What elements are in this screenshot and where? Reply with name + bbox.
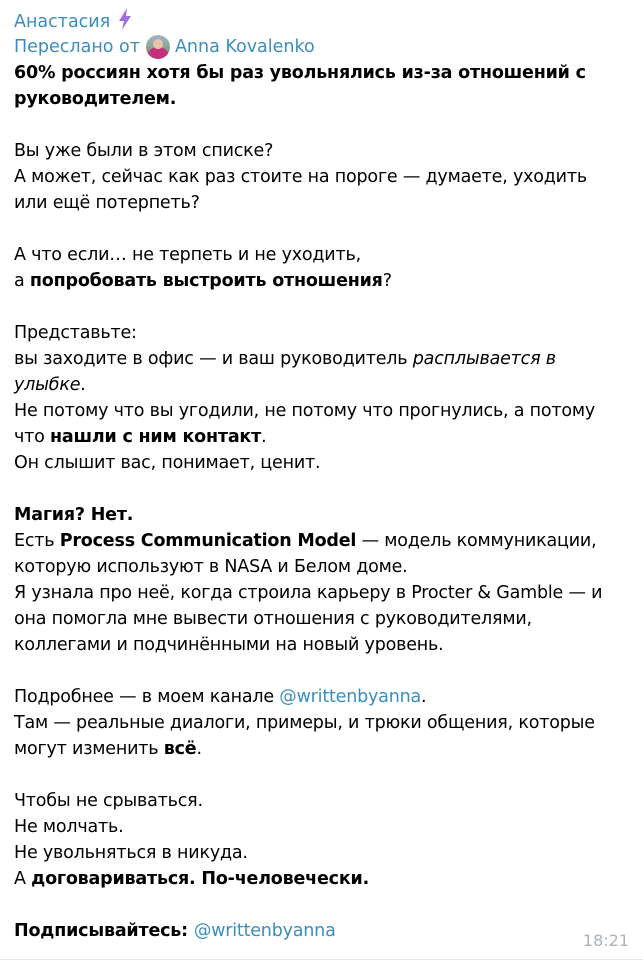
- text-line: могут изменить всё.: [14, 739, 202, 759]
- text-line: коллегами и подчинёнными на новый уровень.: [14, 635, 444, 655]
- text-line: Не потому что вы угодили, не потому что прогнулись, а потому: [14, 401, 596, 421]
- subscribe-link[interactable]: @writtenbyanna: [193, 921, 336, 941]
- text-line: Есть Process Communication Model — модель коммуникации,: [14, 531, 597, 551]
- message-timestamp: 18:21: [582, 931, 629, 950]
- text-line: вы заходите в офис — и ваш руководитель расплывается в: [14, 349, 556, 369]
- text-line: Не молчать.: [14, 817, 124, 837]
- sender-name[interactable]: Анастасия: [14, 12, 111, 32]
- text-line: которую используют в NASA и Белом доме.: [14, 557, 408, 577]
- text-line: Вы уже были в этом списке?: [14, 141, 274, 161]
- text-line: руководителем.: [14, 89, 177, 109]
- text-line: Он слышит вас, понимает, ценит.: [14, 453, 321, 473]
- text-line: А договариваться. По-человечески.: [14, 869, 370, 889]
- sender-row: [14, 8, 629, 34]
- text-line: Представьте:: [14, 323, 137, 343]
- forwarded-prefix: Переслано от: [14, 37, 140, 57]
- text-line: Подписывайтесь: @writtenbyanna: [14, 921, 336, 941]
- text-line: а попробовать выстроить отношения?: [14, 271, 392, 291]
- text-line: Я узнала про неё, когда строила карьеру в Procter & Gamble — и: [14, 583, 603, 603]
- text-line: она помогла мне вывести отношения с руководителями,: [14, 609, 532, 629]
- forwarded-author[interactable]: Anna Kovalenko: [174, 37, 315, 57]
- text-line: Подробнее — в моем канале @writtenbyanna.: [14, 687, 427, 707]
- text-line: Там — реальные диалоги, примеры, и трюки общения, которые: [14, 713, 595, 733]
- text-line: 60% россиян хотя бы раз увольнялись из-за отношений с: [14, 63, 586, 83]
- text-line: Чтобы не срываться.: [14, 791, 203, 811]
- message-text: [14, 60, 629, 944]
- text-line: Магия? Нет.: [14, 505, 134, 525]
- channel-link[interactable]: @writtenbyanna: [279, 687, 422, 707]
- forwarded-row[interactable]: [14, 34, 629, 60]
- text-line: или ещё потерпеть?: [14, 193, 200, 213]
- text-line: Не увольняться в никуда.: [14, 843, 248, 863]
- text-line: улыбке.: [14, 375, 86, 395]
- text-line: что нашли с ним контакт.: [14, 427, 267, 447]
- avatar[interactable]: [146, 35, 170, 59]
- text-line: А может, сейчас как раз стоите на пороге — думаете, уходить: [14, 167, 587, 187]
- text-line: А что если… не терпеть и не уходить,: [14, 245, 361, 265]
